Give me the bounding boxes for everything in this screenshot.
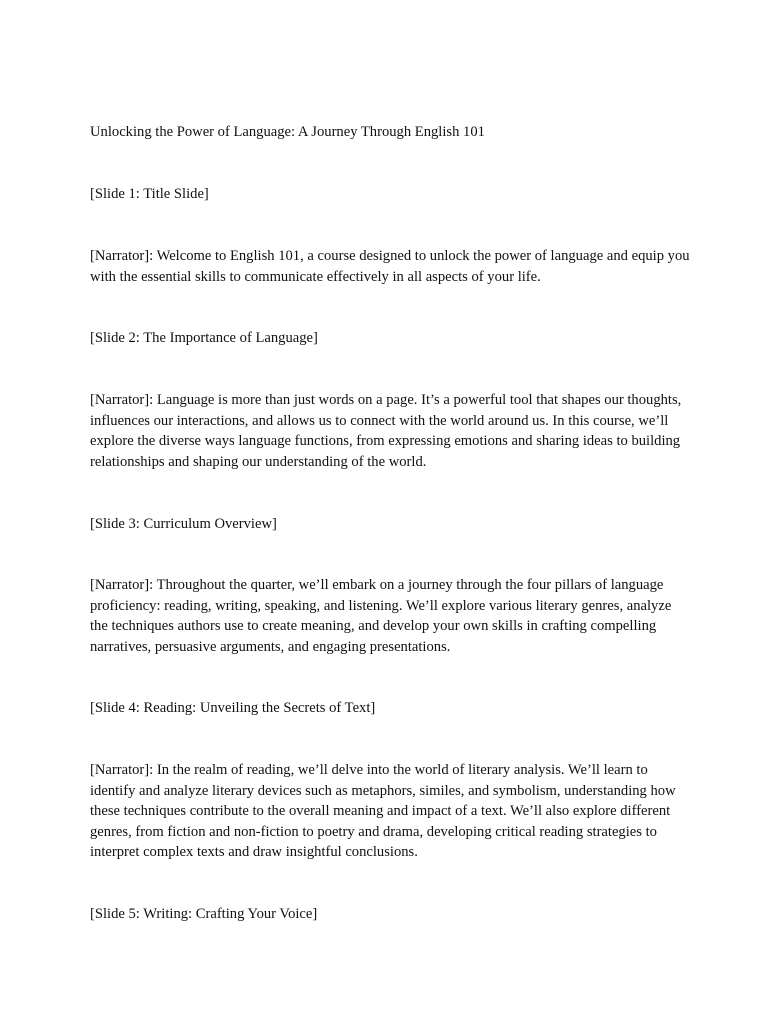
slide-1-heading: [Slide 1: Title Slide] <box>90 186 209 202</box>
slide-1-narration: [Narrator]: Welcome to English 101, a course designed to unlock the power of language and equip you with the essential skills to communicate effectively in all aspects of your life. <box>90 248 690 285</box>
slide-3-heading: [Slide 3: Curriculum Overview] <box>90 516 277 532</box>
document-title: Unlocking the Power of Language: A Journey Through English 101 <box>90 124 485 140</box>
slide-5-heading: [Slide 5: Writing: Crafting Your Voice] <box>90 906 318 922</box>
slide-3-narration: [Narrator]: Throughout the quarter, we’ll embark on a journey through the four pillars of language proficiency: reading, writing, speaking, and listening. We’ll explore various literary genres, analyze the techniques authors use to create meaning, and develop your own skills in crafting compelling narratives, persuasive arguments, and engaging presentations. <box>90 577 672 655</box>
slide-2-narration: [Narrator]: Language is more than just words on a page. It’s a powerful tool that shapes our thoughts, influences our interactions, and allows us to connect with the world around us. In this course, we’ll explore the diverse ways language functions, from expressing emotions and sharing ideas to building relationships and shaping our understanding of the world. <box>90 392 682 470</box>
slide-4-narration: [Narrator]: In the realm of reading, we’ll delve into the world of literary analysis. We’ll learn to identify and analyze literary devices such as metaphors, similes, and symbolism, understanding how these techniques contribute to the overall meaning and impact of a text. We’ll also explore different genres, from fiction and non-fiction to poetry and drama, developing critical reading strategies to interpret complex texts and draw insightful conclusions. <box>90 762 676 860</box>
slide-2-heading: [Slide 2: The Importance of Language] <box>90 330 318 346</box>
slide-4-heading: [Slide 4: Reading: Unveiling the Secrets of Text] <box>90 700 376 716</box>
